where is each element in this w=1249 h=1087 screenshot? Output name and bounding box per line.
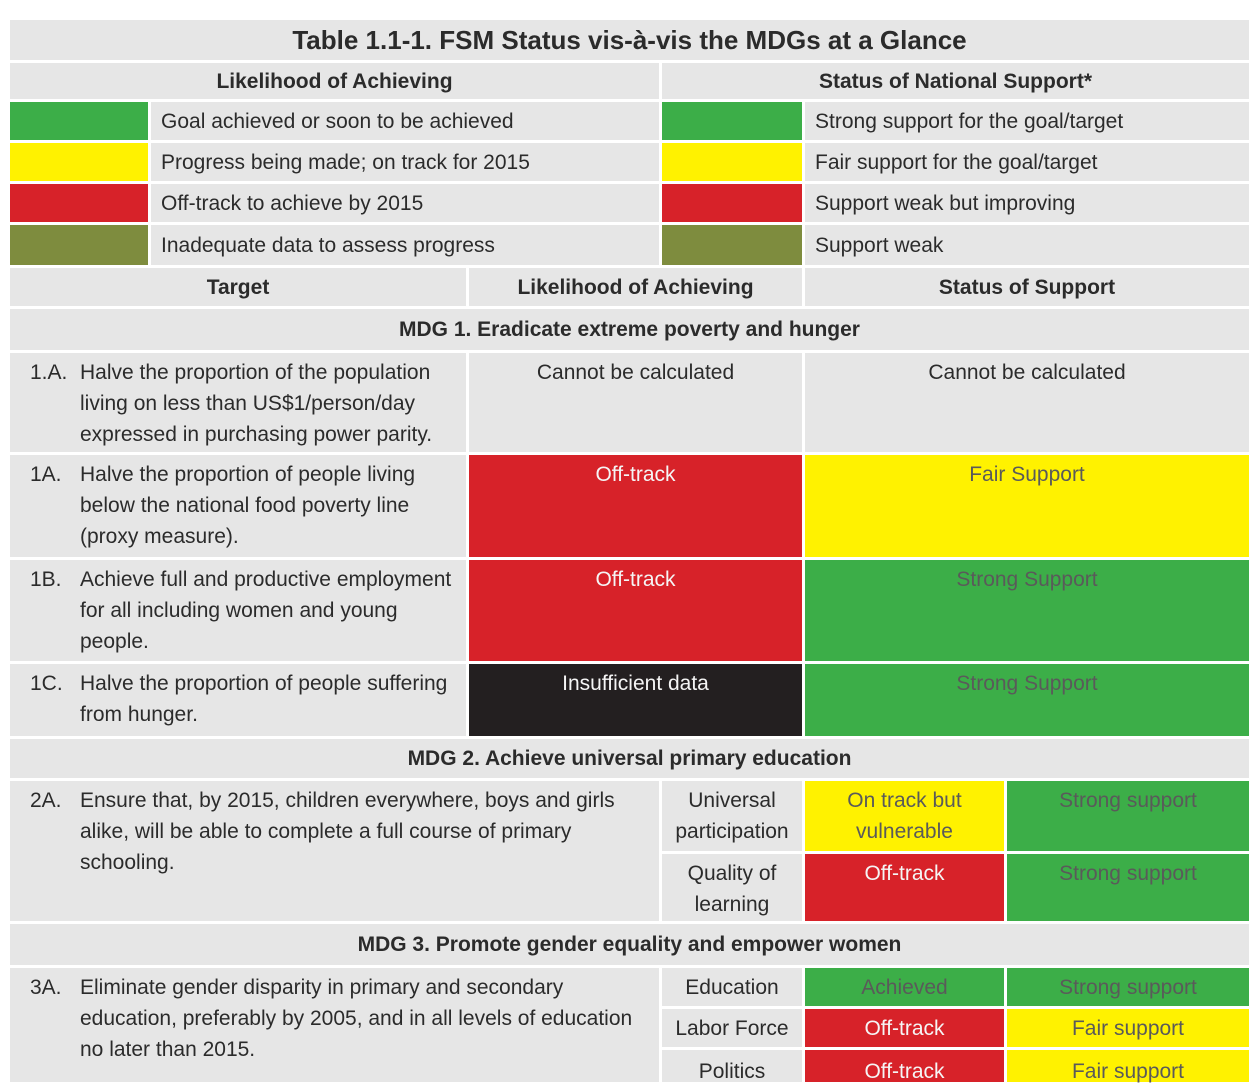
- likelihood-cell: Off-track: [805, 854, 1004, 921]
- support-cell: Strong support: [1007, 781, 1249, 851]
- likelihood-cell: Off-track: [469, 560, 802, 661]
- likelihood-cell: Off-track: [805, 1009, 1004, 1047]
- target-code: 1B.: [30, 568, 62, 591]
- legend-swatch-red: [662, 184, 802, 222]
- target-code: 3A.: [30, 976, 62, 999]
- table-row-target: [10, 560, 466, 661]
- section-heading-mdg2: MDG 2. Achieve universal primary education: [10, 739, 1249, 778]
- legend-swatch-yellow: [662, 143, 802, 181]
- legend-label: Support weak but improving: [805, 184, 1249, 222]
- subrow-label: Quality of learning: [662, 854, 802, 921]
- legend-swatch-red: [10, 184, 148, 222]
- support-cell: Strong support: [1007, 968, 1249, 1006]
- support-cell: Strong support: [1007, 854, 1249, 921]
- table-row-target: [10, 968, 659, 1082]
- table-row-target: [10, 664, 466, 736]
- legend-swatch-green: [10, 102, 148, 140]
- support-cell: Fair support: [1007, 1050, 1249, 1082]
- subrow-label: Labor Force: [662, 1009, 802, 1047]
- legend-label: Support weak: [805, 225, 1249, 265]
- likelihood-cell: On track but vulnerable: [805, 781, 1004, 851]
- table-row-target: [10, 781, 659, 921]
- likelihood-cell: Off-track: [469, 455, 802, 557]
- legend-label: Goal achieved or soon to be achieved: [151, 102, 659, 140]
- likelihood-cell: Achieved: [805, 968, 1004, 1006]
- legend-swatch-olive: [662, 225, 802, 265]
- legend-label: Strong support for the goal/target: [805, 102, 1249, 140]
- table-row-target: [10, 353, 466, 452]
- subrow-label: Politics: [662, 1050, 802, 1082]
- subrow-label: Universal participation: [662, 781, 802, 851]
- column-header-target: Target: [10, 268, 466, 306]
- legend-right-header: Status of National Support*: [662, 63, 1249, 99]
- support-cell: Strong Support: [805, 664, 1249, 736]
- column-header-likelihood: Likelihood of Achieving: [469, 268, 802, 306]
- target-text: Eliminate gender disparity in primary and secondary education, preferably by 2005, and in all levels of education no later than 2015.: [80, 976, 633, 1061]
- legend-label: Inadequate data to assess progress: [151, 225, 659, 265]
- target-text: Achieve full and productive employment for all including women and young people.: [80, 568, 452, 653]
- legend-swatch-olive: [10, 225, 148, 265]
- section-heading-mdg1: MDG 1. Eradicate extreme poverty and hunger: [10, 309, 1249, 350]
- likelihood-cell: Insufficient data: [469, 664, 802, 736]
- target-text: Halve the proportion of the population living on less than US$1/person/day expressed in purchasing power parity.: [80, 361, 433, 446]
- support-cell: Fair support: [1007, 1009, 1249, 1047]
- column-header-support: Status of Support: [805, 268, 1249, 306]
- legend-label: Off-track to achieve by 2015: [151, 184, 659, 222]
- likelihood-cell: Off-track: [805, 1050, 1004, 1082]
- legend-label: Progress being made; on track for 2015: [151, 143, 659, 181]
- target-text: Halve the proportion of people suffering from hunger.: [80, 672, 448, 726]
- support-cell: Fair Support: [805, 455, 1249, 557]
- support-cell: Strong Support: [805, 560, 1249, 661]
- target-text: Ensure that, by 2015, children everywhere, boys and girls alike, will be able to complete a full course of primary schooling.: [80, 789, 615, 874]
- legend-left-header: Likelihood of Achieving: [10, 63, 659, 99]
- subrow-label: Education: [662, 968, 802, 1006]
- target-code: 1A.: [30, 463, 62, 486]
- legend-label: Fair support for the goal/target: [805, 143, 1249, 181]
- target-code: 2A.: [30, 789, 62, 812]
- legend-swatch-green: [662, 102, 802, 140]
- legend-swatch-yellow: [10, 143, 148, 181]
- table-title: Table 1.1-1. FSM Status vis-à-vis the MDGs at a Glance: [10, 20, 1249, 60]
- target-code: 1C.: [30, 672, 63, 695]
- table-row-target: [10, 455, 466, 557]
- target-code: 1.A.: [30, 361, 68, 384]
- likelihood-cell: Cannot be calculated: [469, 353, 802, 452]
- support-cell: Cannot be calculated: [805, 353, 1249, 452]
- target-text: Halve the proportion of people living below the national food poverty line (proxy measure).: [80, 463, 416, 548]
- section-heading-mdg3: MDG 3. Promote gender equality and empower women: [10, 924, 1249, 965]
